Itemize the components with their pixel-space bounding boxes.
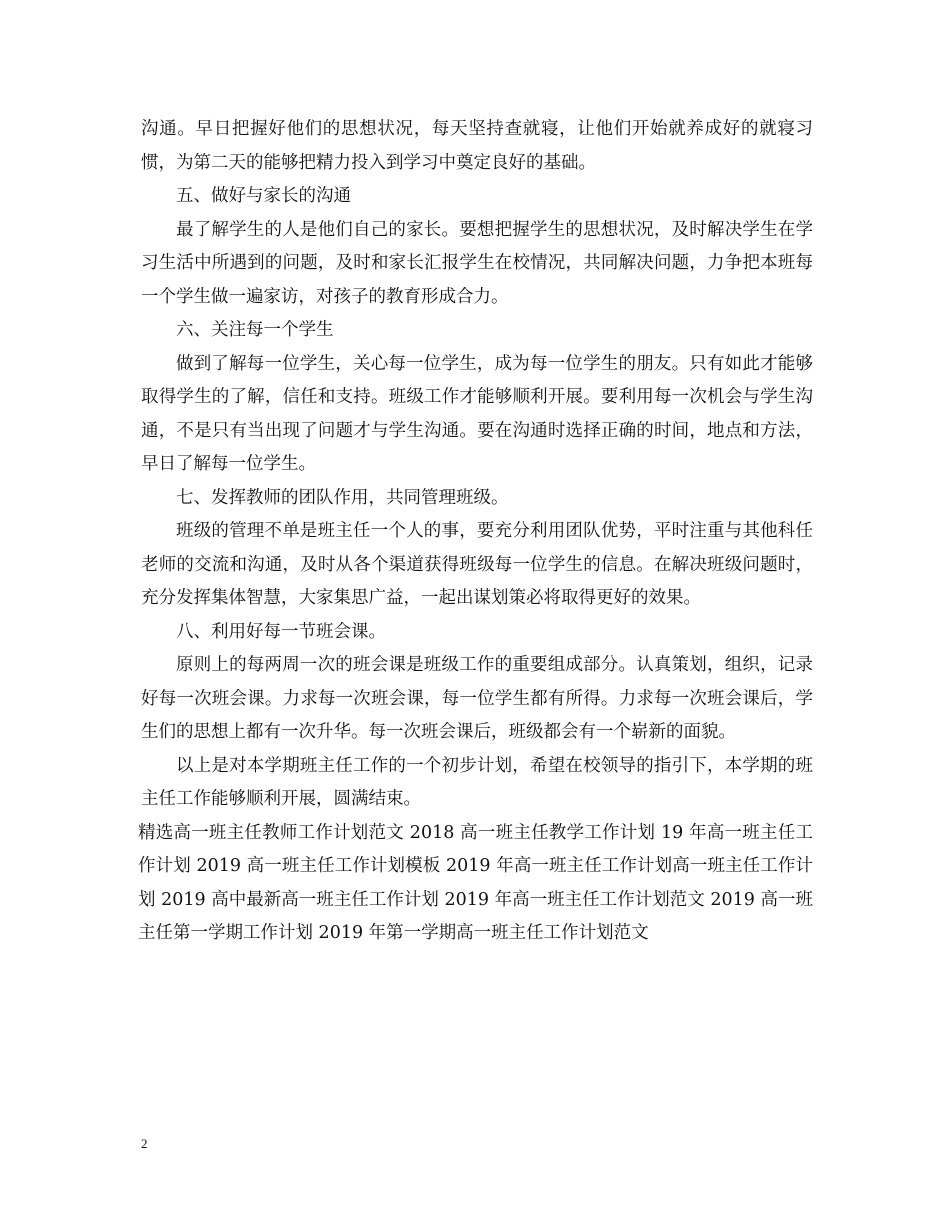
section-heading-every-student: 六、关注每一个学生 <box>176 320 334 340</box>
related-links: 精选高一班主任教师工作计划范文 2018 高一班主任教学工作计划 19 年高一班主任工作计划 2019 高一班主任工作计划模板 2019 年高一班主任工作计划高一班主任工作计划 2019 高中最新高一班主任工作计划 2019 年高一班主任工作计划范文 2019 高一班主任第一学期工作计划 2019 年第一学期高一班主任工作计划范文 <box>138 822 813 943</box>
section-heading-teacher-team: 七、发挥教师的团队作用，共同管理班级。 <box>176 487 509 508</box>
section-heading-class-meeting: 八、利用好每一节班会课。 <box>176 621 386 642</box>
paragraph-continuation: 沟通。早日把握好他们的思想状况，每天坚持查就寝，让他们开始就养成好的就寝习惯，为第二天的能够把精力投入到学习中奠定良好的基础。 <box>141 119 813 173</box>
paragraph-every-student: 做到了解每一位学生，关心每一位学生，成为每一位学生的朋友。只有如此才能够取得学生的了解，信任和支持。班级工作才能够顺利开展。要利用每一次机会与学生沟通，不是只有当出现了问题才与学生沟通。要在沟通时选择正确的时间，地点和方法，早日了解每一位学生。 <box>141 353 813 474</box>
paragraph-parent-communication: 最了解学生的人是他们自己的家长。要想把握学生的思想状况，及时解决学生在学习生活中所遇到的问题，及时和家长汇报学生在校情况，共同解决问题，力争把本班每一个学生做一遍家访，对孩子的教育形成合力。 <box>141 219 813 307</box>
document-page <box>138 113 813 951</box>
page-number: 2 <box>141 1136 148 1151</box>
section-heading-parent-communication: 五、做好与家长的沟通 <box>176 186 351 206</box>
paragraph-class-meeting: 原则上的每两周一次的班会课是班级工作的重要组成部分。认真策划，组织，记录好每一次班会课。力求每一次班会课，每一位学生都有所得。力求每一次班会课后，学生们的思想上都有一次升华。每一次班会课后，班级都会有一个崭新的面貌。 <box>141 655 813 742</box>
paragraph-conclusion: 以上是对本学期班主任工作的一个初步计划，希望在校领导的指引下，本学期的班主任工作能够顺利开展，圆满结束。 <box>141 755 813 809</box>
paragraph-teacher-team: 班级的管理不单是班主任一个人的事，要充分利用团队优势，平时注重与其他科任老师的交流和沟通，及时从各个渠道获得班级每一位学生的信息。在解决班级问题时，充分发挥集体智慧，大家集思广益，一起出谋划策必将取得更好的效果。 <box>141 521 813 608</box>
